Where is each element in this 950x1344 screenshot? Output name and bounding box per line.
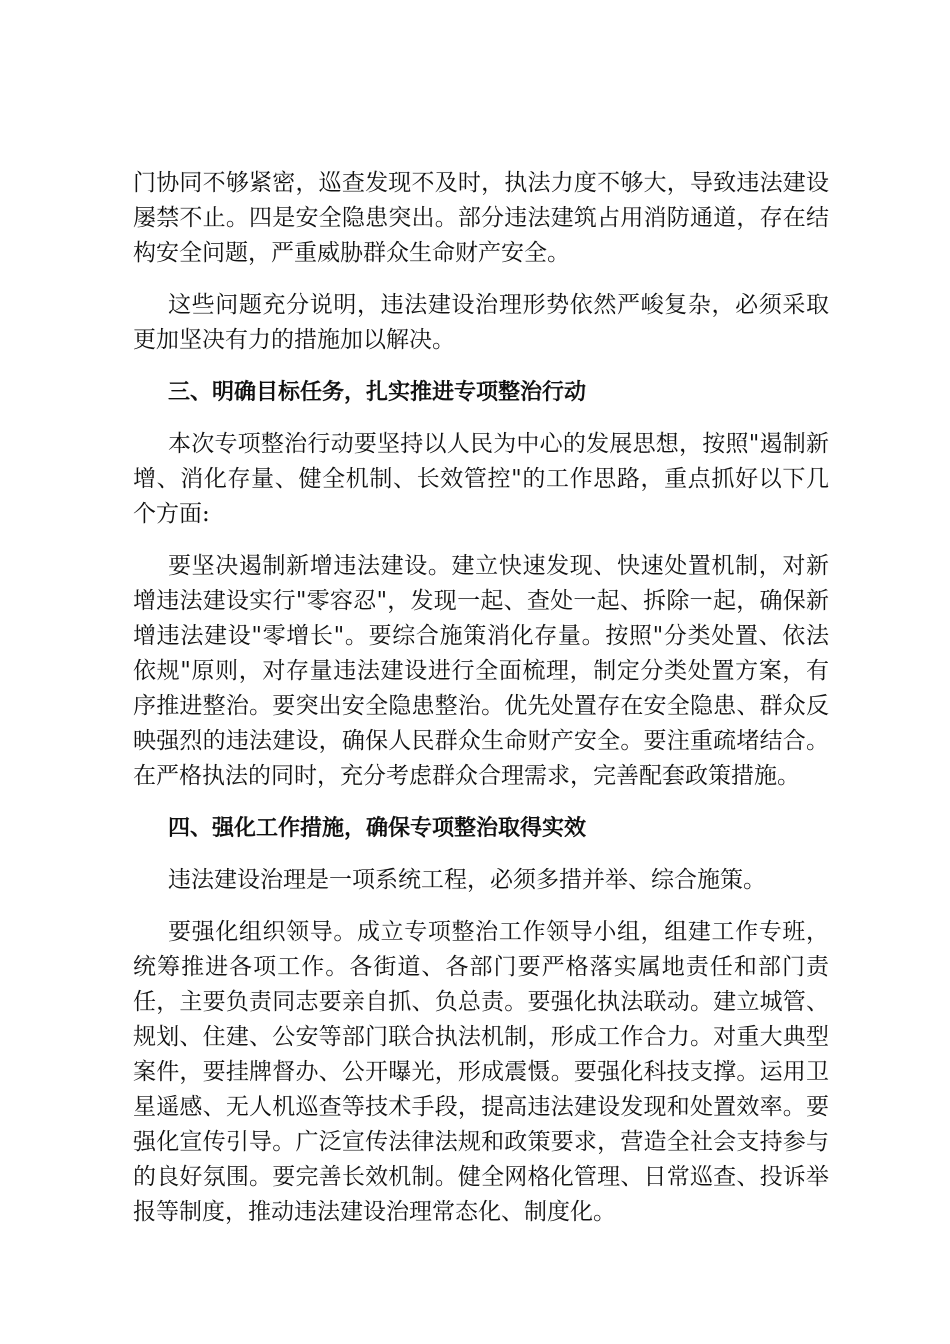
paragraph-continued: 门协同不够紧密，巡查发现不及时，执法力度不够大，导致违法建设屡禁不止。四是安全隐患突出。部分违法建筑占用消防通道，存在结构安全问题，严重威胁群众生命财产安全。	[133, 170, 829, 266]
paragraph-section3-measures: 要坚决遏制新增违法建设。建立快速发现、快速处置机制，对新增违法建设实行"零容忍"，发现一起、查处一起、拆除一起，确保新增违法建设"零增长"。要综合施策消化存量。按照"分类处置、依法依规"原则，对存量违法建设进行全面梳理，制定分类处置方案，有序推进整治。要突出安全隐患整治。优先处置存在安全隐患、群众反映强烈的违法建设，确保人民群众生命财产安全。要注重疏堵结合。在严格执法的同时，充分考虑群众合理需求，完善配套政策措施。	[133, 553, 829, 789]
paragraph-summary: 这些问题充分说明，违法建设治理形势依然严峻复杂，必须采取更加坚决有力的措施加以解决。	[133, 292, 829, 353]
document-body	[133, 166, 829, 1247]
paragraph-section4-intro: 违法建设治理是一项系统工程，必须多措并举、综合施策。	[168, 867, 766, 893]
section-heading-4: 四、强化工作措施，确保专项整治取得实效	[168, 816, 587, 841]
paragraph-section4-measures: 要强化组织领导。成立专项整治工作领导小组，组建工作专班，统筹推进各项工作。各街道、各部门要严格落实属地责任和部门责任，主要负责同志要亲自抓、负总责。要强化执法联动。建立城管、规划、住建、公安等部门联合执法机制，形成工作合力。对重大典型案件，要挂牌督办、公开曝光，形成震慑。要强化科技支撑。运用卫星遥感、无人机巡查等技术手段，提高违法建设发现和处置效率。要强化宣传引导。广泛宣传法律法规和政策要求，营造全社会支持参与的良好氛围。要完善长效机制。健全网格化管理、日常巡查、投诉举报等制度，推动违法建设治理常态化、制度化。	[133, 919, 829, 1225]
section-heading-3: 三、明确目标任务，扎实推进专项整治行动	[168, 380, 587, 405]
paragraph-section3-intro: 本次专项整治行动要坚持以人民为中心的发展思想，按照"遏制新增、消化存量、健全机制、长效管控"的工作思路，重点抓好以下几个方面:	[133, 431, 829, 527]
